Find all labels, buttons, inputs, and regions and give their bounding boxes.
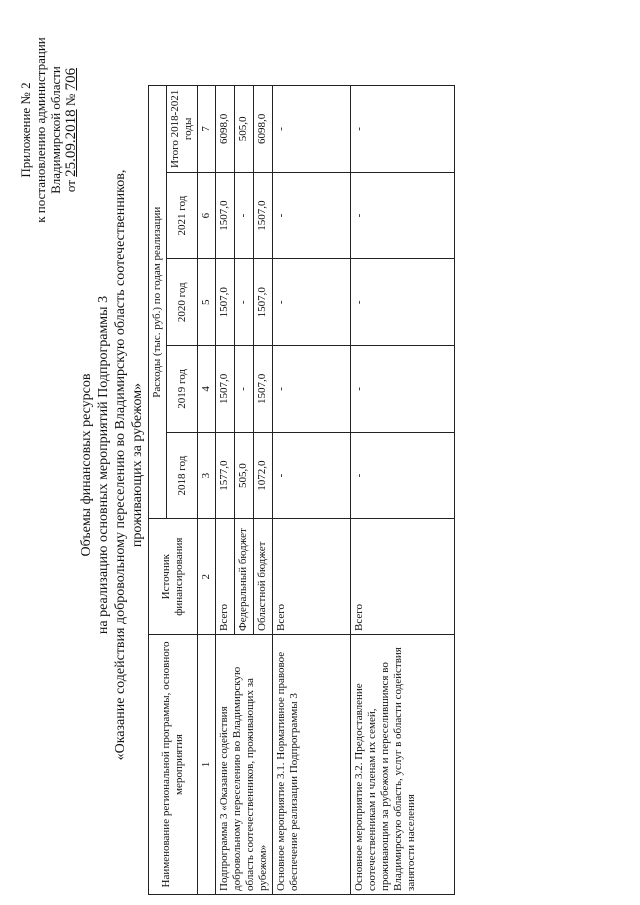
appendix-title: Приложение № 2: [18, 82, 33, 178]
row-value: 505,0: [235, 86, 254, 173]
header-source: Источник финансирования: [149, 519, 198, 635]
row-value: -: [235, 346, 254, 433]
row-value: -: [273, 432, 351, 519]
row-value: -: [273, 86, 351, 173]
row-value: -: [351, 172, 455, 259]
index-cell: 4: [198, 346, 216, 433]
row-value: 1577,0: [216, 432, 235, 519]
row-name: Основное мероприятие 3.2. Предоставление соотечественникам и членам их семей, проживающим за рубежом и переселившимся во Владимирскую область, услуг в области содействия занятости населения: [351, 634, 455, 894]
header-year: 2020 год: [167, 259, 198, 346]
row-value: -: [273, 259, 351, 346]
header-name: Наименование региональной программы, основного мероприятия: [149, 634, 198, 894]
row-source: Областной бюджет: [254, 519, 273, 635]
index-cell: 2: [198, 519, 216, 635]
row-source: Всего: [273, 519, 351, 635]
heading-line1: Объемы финансовых ресурсов: [79, 373, 94, 557]
header-row: [149, 86, 167, 895]
index-cell: 3: [198, 432, 216, 519]
heading-line3: «Оказание содействия добровольному переселению во Владимирскую область соотечественников, проживающих за рубежом»: [113, 169, 145, 761]
header-expenses: Расходы (тыс. руб.) по годам реализации: [149, 86, 167, 519]
row-value: -: [351, 259, 455, 346]
row-value: 1507,0: [254, 172, 273, 259]
heading-line2: на реализацию основных мероприятий Подпрограммы 3: [96, 295, 111, 635]
page-heading: [78, 135, 146, 795]
row-value: 1507,0: [254, 259, 273, 346]
table-row: [216, 86, 235, 895]
document-number: 706: [63, 67, 79, 91]
row-name: Подпрограмма 3 «Оказание содействия добровольному переселению во Владимирскую область соотечественников, проживающих за рубежом»: [216, 634, 273, 894]
row-name: Основное мероприятие 3.1. Нормативное правовое обеспечение реализации Подпрограммы 3: [273, 634, 351, 894]
header-year: 2019 год: [167, 346, 198, 433]
row-source: Всего: [216, 519, 235, 635]
row-value: 1507,0: [216, 172, 235, 259]
funding-table: [148, 85, 455, 895]
appendix-date-line: [63, 10, 79, 250]
index-row: [198, 86, 216, 895]
row-value: -: [351, 86, 455, 173]
date-prefix: от: [63, 180, 78, 193]
index-cell: 1: [198, 634, 216, 894]
row-value: 1072,0: [254, 432, 273, 519]
row-value: 1507,0: [254, 346, 273, 433]
table-row: [351, 86, 455, 895]
index-cell: 6: [198, 172, 216, 259]
row-value: 6098,0: [254, 86, 273, 173]
row-source: Федеральный бюджет: [235, 519, 254, 635]
row-value: 1507,0: [216, 346, 235, 433]
number-prefix: №: [63, 93, 78, 107]
index-cell: 5: [198, 259, 216, 346]
appendix-block: [18, 10, 79, 250]
header-total: Итого 2018-2021 годы: [167, 86, 198, 173]
row-value: -: [273, 346, 351, 433]
row-value: -: [235, 259, 254, 346]
row-value: 1507,0: [216, 259, 235, 346]
document-date: 25.09.2018: [63, 109, 79, 177]
row-value: 6098,0: [216, 86, 235, 173]
row-value: 505,0: [235, 432, 254, 519]
appendix-line3: Владимирской области: [48, 66, 63, 194]
appendix-line2: к постановлению администрации: [33, 37, 48, 223]
row-value: -: [351, 432, 455, 519]
row-source: Всего: [351, 519, 455, 635]
header-year: 2018 год: [167, 432, 198, 519]
header-year: 2021 год: [167, 172, 198, 259]
row-value: -: [235, 172, 254, 259]
row-value: -: [351, 346, 455, 433]
index-cell: 7: [198, 86, 216, 173]
table-row: [273, 86, 351, 895]
row-value: -: [273, 172, 351, 259]
